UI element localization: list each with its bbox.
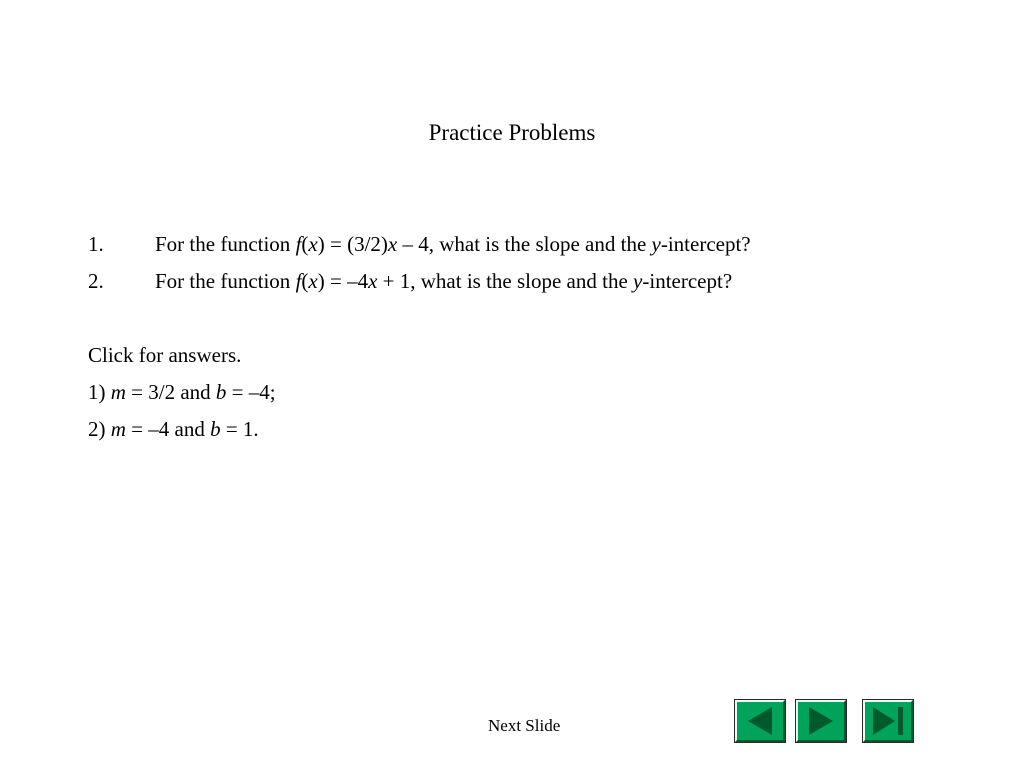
- triangle-left-icon: [737, 702, 783, 740]
- slope-symbol: m: [110, 380, 126, 404]
- problem-number: 2.: [88, 269, 104, 293]
- answer-label: 2): [88, 417, 111, 441]
- variable-x: x: [387, 232, 398, 256]
- answer-label: 1): [88, 380, 111, 404]
- answer-1: [88, 378, 276, 406]
- last-slide-button[interactable]: [863, 700, 913, 742]
- paren-close: ): [317, 232, 325, 256]
- paren-open: (: [301, 232, 309, 256]
- problem-suffix: -intercept?: [660, 232, 751, 256]
- problem-text: For the function: [155, 232, 296, 256]
- triangle-right-icon: [798, 702, 844, 740]
- variable-y: y: [651, 232, 661, 256]
- slope-value: = 3/2 and: [125, 380, 216, 404]
- skip-to-end-icon: [865, 702, 911, 740]
- intercept-value: = –4;: [226, 380, 276, 404]
- answer-2: [88, 415, 259, 443]
- slope-symbol: m: [110, 417, 126, 441]
- intercept-value: = 1.: [220, 417, 259, 441]
- slope-value: = –4 and: [125, 417, 211, 441]
- next-slide-link[interactable]: Next Slide: [488, 716, 561, 735]
- variable-x: x: [308, 269, 318, 293]
- problem-text: For the function: [155, 269, 296, 293]
- problem-1: [88, 230, 751, 258]
- paren-open: (: [301, 269, 309, 293]
- problem-suffix: -intercept?: [642, 269, 733, 293]
- equation-rhs: = –4: [324, 269, 369, 293]
- paren-close: ): [317, 269, 325, 293]
- slide-title: Practice Problems: [428, 120, 596, 145]
- function-name: f: [295, 232, 302, 256]
- problem-number: 1.: [88, 232, 104, 256]
- intercept-symbol: b: [210, 417, 221, 441]
- previous-slide-button[interactable]: [735, 700, 785, 742]
- variable-y: y: [633, 269, 643, 293]
- equation-rhs: = (3/2): [324, 232, 388, 256]
- problem-question: + 1, what is the slope and the: [377, 269, 634, 293]
- next-slide-button[interactable]: [796, 700, 846, 742]
- problem-question: – 4, what is the slope and the: [397, 232, 652, 256]
- intercept-symbol: b: [215, 380, 227, 404]
- variable-x: x: [308, 232, 318, 256]
- variable-x: x: [368, 269, 378, 293]
- answers-prompt[interactable]: Click for answers.: [88, 343, 242, 367]
- problem-2: [88, 267, 732, 295]
- function-name: f: [295, 269, 302, 293]
